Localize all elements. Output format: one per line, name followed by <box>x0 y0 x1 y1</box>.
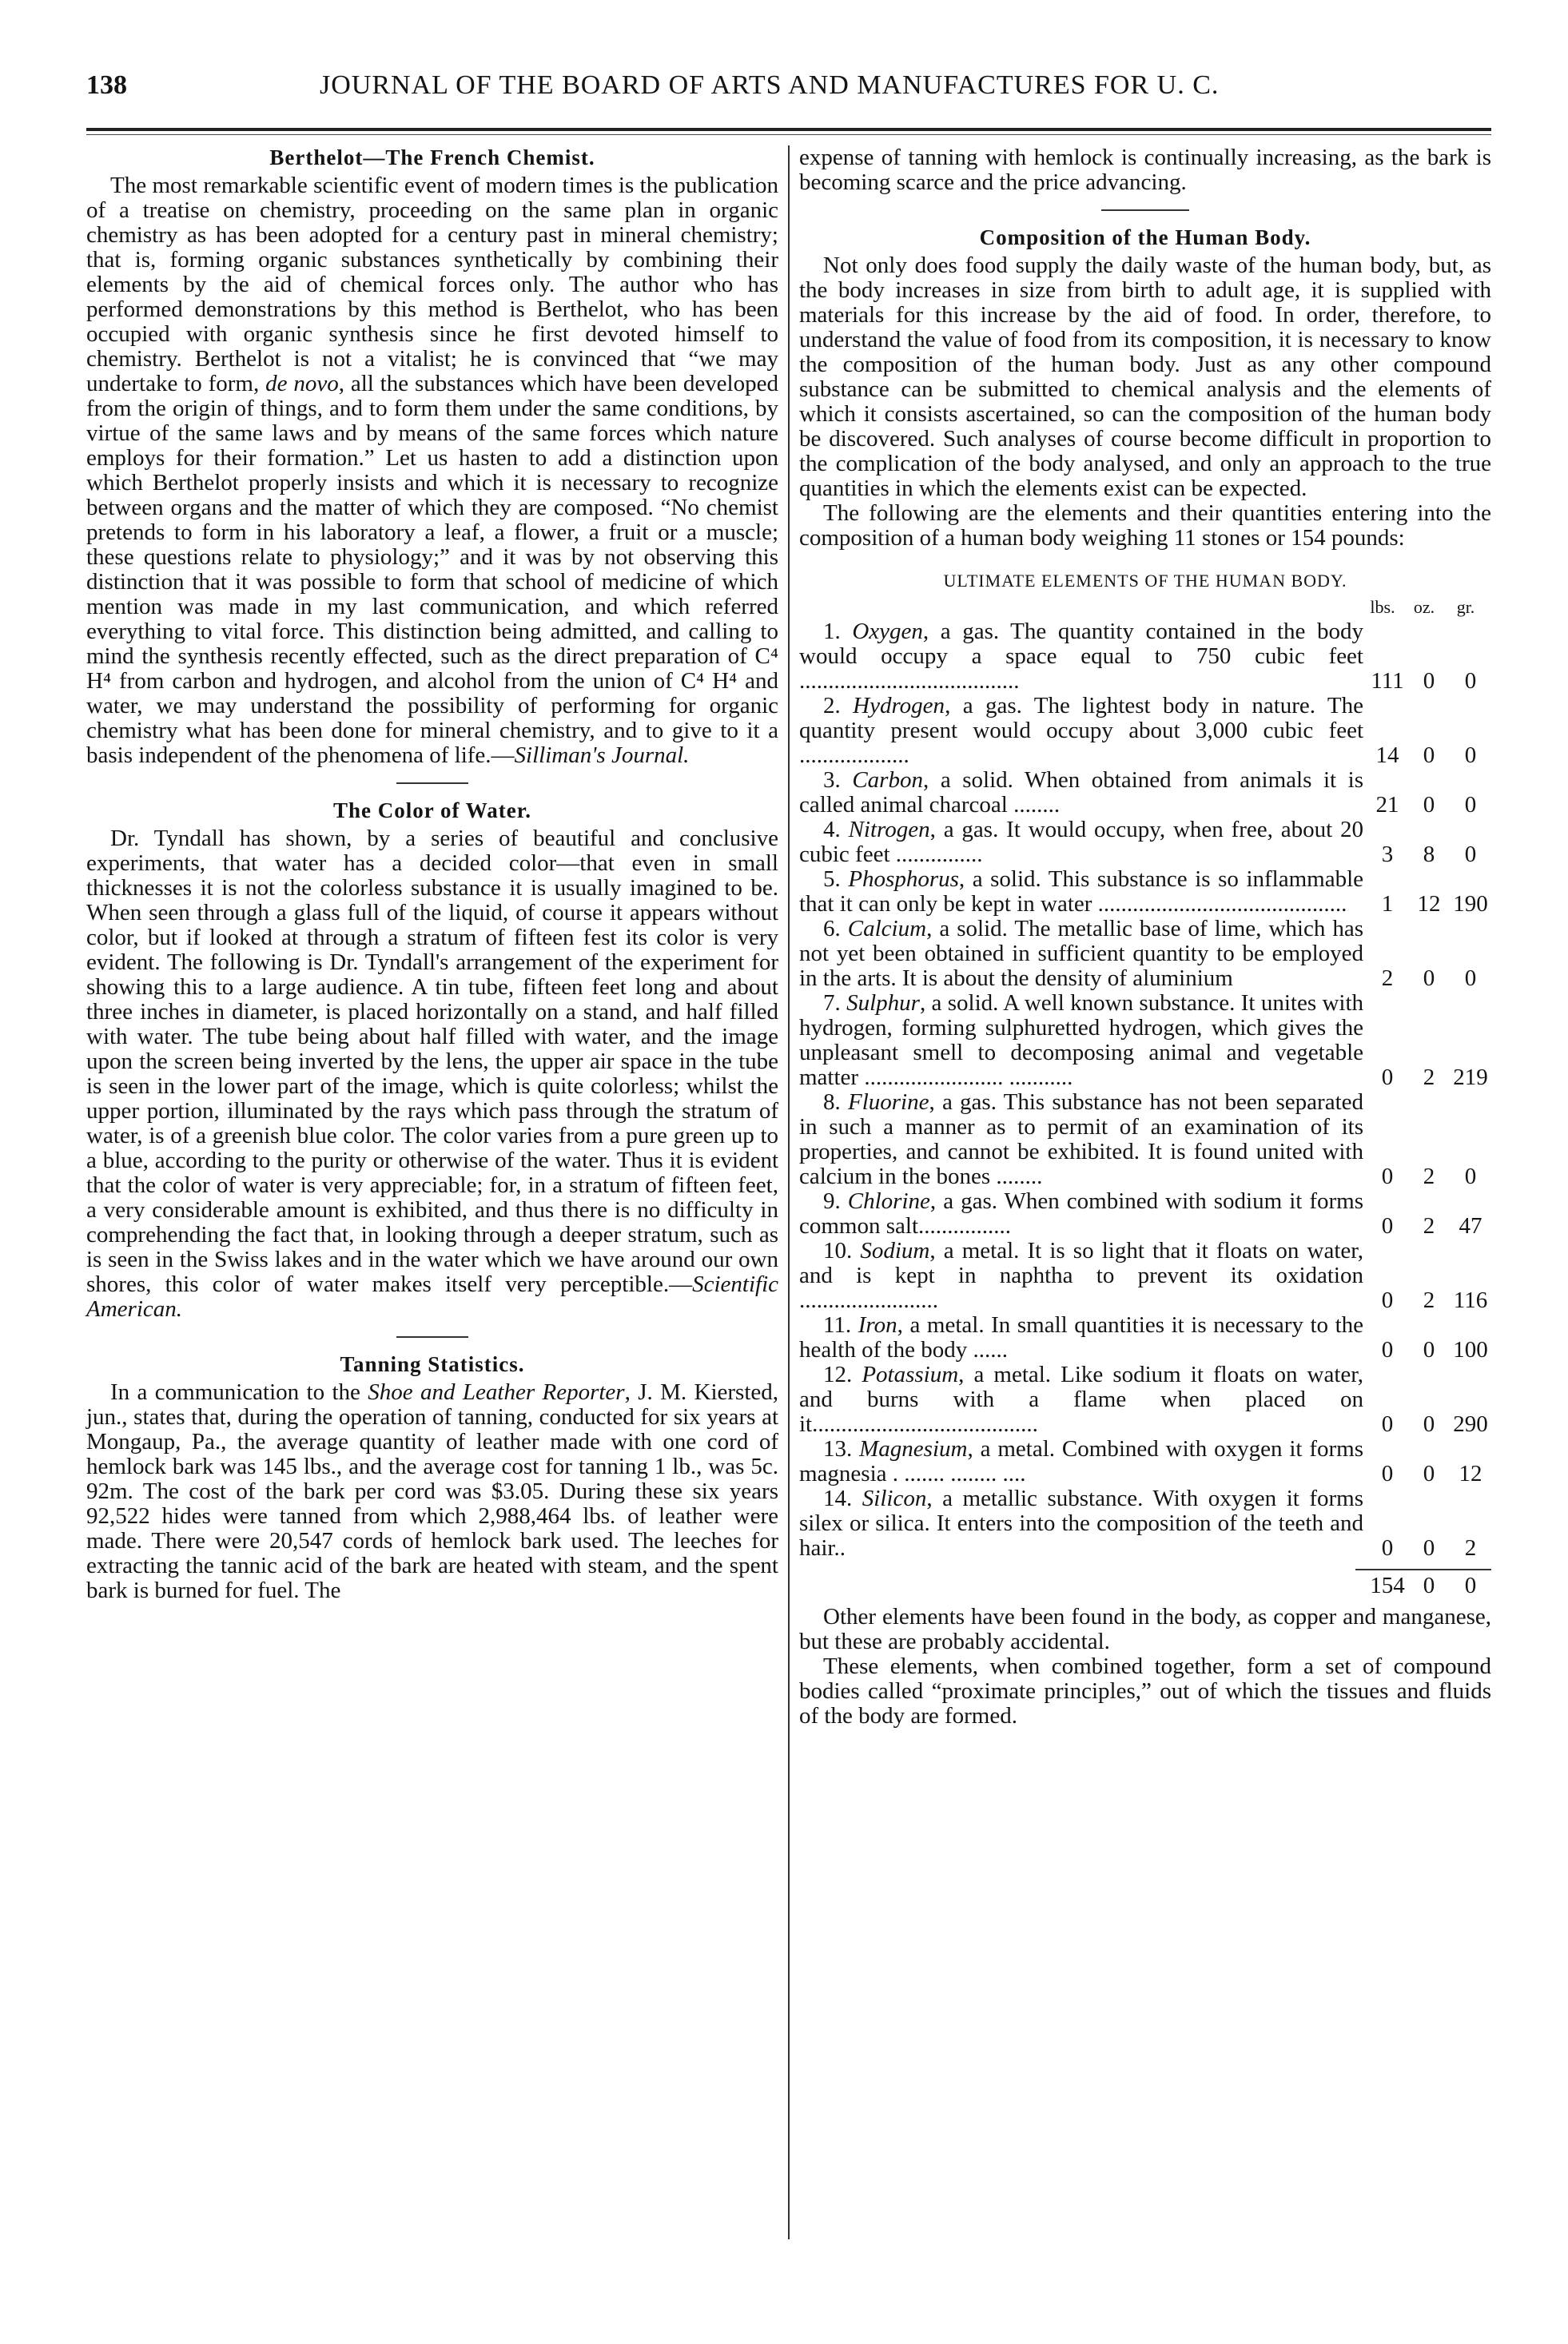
element-quantities <box>1363 1065 1491 1090</box>
element-quantities <box>1363 842 1491 867</box>
element-gr: 2 <box>1464 1535 1477 1561</box>
element-desc: , a gas. When combined with sodium it forms common salt................ <box>799 1188 1363 1239</box>
element-table <box>799 619 1491 1561</box>
element-lbs: 0 <box>1381 1411 1394 1437</box>
tanning-continuation: expense of tanning with hemlock is continually increasing, as the bark is becoming scarce and the price advancing. <box>799 145 1491 195</box>
element-name: Chlorine <box>847 1188 930 1214</box>
element-name: Oxygen <box>852 619 923 644</box>
element-description <box>799 818 1363 867</box>
table-units <box>799 595 1491 619</box>
element-oz: 0 <box>1423 668 1435 694</box>
table-title: ULTIMATE ELEMENTS OF THE HUMAN BODY. <box>943 571 1347 591</box>
table-row <box>799 1486 1491 1561</box>
element-quantities <box>1363 966 1491 991</box>
element-description <box>799 1239 1363 1313</box>
element-name: Calcium <box>847 916 927 941</box>
element-oz: 2 <box>1423 1287 1435 1313</box>
table-row <box>799 768 1491 818</box>
right-column <box>799 145 1491 1729</box>
element-gr: 290 <box>1453 1411 1488 1437</box>
unit-oz: oz. <box>1413 597 1435 617</box>
element-name: Silicon <box>862 1486 927 1511</box>
unit-lbs: lbs. <box>1370 597 1395 617</box>
element-oz: 8 <box>1423 842 1435 867</box>
element-name: Iron <box>858 1312 897 1338</box>
element-gr: 100 <box>1453 1337 1488 1363</box>
element-description <box>799 1189 1363 1239</box>
element-gr: 0 <box>1464 965 1477 991</box>
element-desc: , a solid. The metallic base of lime, which has not yet been obtained in sufficient quantity to be employed in the arts. It is about the density of aluminium <box>799 916 1364 991</box>
element-lbs: 3 <box>1381 842 1394 867</box>
article-separator <box>396 1336 468 1338</box>
after-paragraph-2: These elements, when combined together, form a set of compound bodies called “proximate principles,” out of which the tissues and fluids of the body are formed. <box>799 1654 1491 1729</box>
berthelot-text-a: The most remarkable scientific event of modern times is the publication of a treatise on chemistry, proceeding on the same plan in organic chemistry as has been adopted for a century past in mineral chemistry; that is, forming organic substances synthetically by combining their elements by the aid of chemical forces only. The author who has performed demonstrations by this method is Berthelot, who has been occupied with organic synthesis since he first devoted himself to chemistry. Berthelot is not a vitalist; he is convinced that “we may undertake to form, <box>86 173 778 396</box>
element-lbs: 0 <box>1381 1337 1394 1363</box>
element-desc: , a gas. The lightest body in nature. The quantity present would occupy about 3,000 cubic feet ................... <box>799 693 1364 768</box>
element-quantities <box>1363 892 1491 917</box>
table-row <box>799 694 1491 768</box>
composition-paragraph-1: Not only does food supply the daily waste of the human body, but, as the body increases in size from birth to adult age, it is supplied with materials for this increase by the aid of food. In order, therefore, to understand the value of food from its composition, it is necessary to know the composition of the human body. Just as any other compound substance can be submitted to chemical analysis and the elements of which it consists ascertained, so can the composition of the human body be discovered. Such analyses of course become difficult in proportion to the complication of the body analysed, and only an approach to the true quantities in which the elements exist can be expected. <box>799 253 1491 501</box>
element-gr: 0 <box>1464 842 1477 867</box>
element-desc: , a gas. This substance has not been separated in such a manner as to permit of an examination of its properties, and cannot be exhibited. It is found united with calcium in the bones ........ <box>799 1089 1364 1189</box>
element-number: 4. <box>823 817 841 842</box>
element-oz: 2 <box>1423 1213 1435 1239</box>
article-separator <box>1101 209 1189 211</box>
table-row <box>799 818 1491 867</box>
element-oz: 0 <box>1423 742 1435 768</box>
element-name: Phosphorus <box>848 866 959 892</box>
element-quantities <box>1363 743 1491 768</box>
table-row <box>799 1437 1491 1486</box>
element-desc: , a solid. This substance is so inflammable that it can only be kept in water ........................................... <box>799 866 1364 917</box>
berthelot-italic: de novo <box>265 371 339 396</box>
element-name: Fluorine <box>847 1089 929 1115</box>
water-paragraph <box>86 826 778 1322</box>
element-quantities <box>1363 1462 1491 1486</box>
element-desc: , a metal. It is so light that it floats on water, and is kept in naphtha to prevent its oxidation ........................ <box>799 1238 1363 1313</box>
element-lbs: 0 <box>1381 1535 1394 1561</box>
element-desc: , a metal. In small quantities it is necessary to the health of the body ...... <box>799 1312 1364 1363</box>
header-rule <box>86 128 1491 131</box>
element-gr: 116 <box>1453 1287 1488 1313</box>
element-lbs: 0 <box>1381 1287 1394 1313</box>
element-name: Carbon <box>852 767 923 793</box>
composition-paragraph-2: The following are the elements and their quantities entering into the composition of a human body weighing 11 stones or 154 pounds: <box>799 500 1491 551</box>
berthelot-text-b: , all the substances which have been developed from the origin of things, and to form them under the same conditions, by virtue of the same laws and by means of the same forces which nature employs for their formation.” Let us hasten to add a distinction upon which Berthelot properly insists and which it is necessary to recognize between organs and the matter of which they are composed. “No chemist pretends to form in his laboratory a leaf, a flower, a fruit or a muscle; these questions relate to physiology;” and it was by not observing this distinction that it was possible to form that school of medicine of which mention was made in my last communication, and which referred everything to vital force. This distinction being admitted, and calling to mind the synthesis recently effected, such as the direct preparation of C⁴ H⁴ from carbon and hydrogen, and alcohol from the union of C⁴ H⁴ and water, we may understand the possibility of performing for organic chemistry what has been done for mineral chemistry, and to give to it a basis independent of the phenomena of life.— <box>86 371 778 768</box>
table-row <box>799 1189 1491 1239</box>
element-gr: 190 <box>1453 891 1488 917</box>
element-quantities <box>1363 793 1491 818</box>
article-title-tanning: Tanning Statistics. <box>340 1352 525 1376</box>
element-name: Sulphur <box>846 990 920 1016</box>
element-number: 5. <box>823 866 841 892</box>
table-row <box>799 867 1491 917</box>
element-number: 6. <box>823 916 841 941</box>
element-lbs: 111 <box>1371 668 1404 694</box>
element-description <box>799 1313 1363 1363</box>
tanning-text-a: In a communication to the <box>110 1379 368 1405</box>
element-desc: , a gas. It would occupy, when free, about 20 cubic feet ............... <box>799 817 1364 867</box>
unit-gr: gr. <box>1456 597 1475 617</box>
running-title: JOURNAL OF THE BOARD OF ARTS AND MANUFACTURES FOR U. C. <box>320 70 1220 100</box>
element-oz: 0 <box>1423 1411 1435 1437</box>
element-description <box>799 1090 1363 1189</box>
element-desc: , a gas. The quantity contained in the body would occupy a space equal to 750 cubic feet ...................................... <box>799 619 1363 694</box>
page-number: 138 <box>86 70 127 100</box>
element-oz: 2 <box>1423 1065 1435 1090</box>
element-number: 14. <box>823 1486 853 1511</box>
element-quantities <box>1363 1214 1491 1239</box>
element-lbs: 2 <box>1381 965 1394 991</box>
element-gr: 0 <box>1464 742 1477 768</box>
element-lbs: 14 <box>1375 742 1399 768</box>
element-number: 10. <box>823 1238 853 1264</box>
element-description <box>799 694 1363 768</box>
element-description <box>799 768 1363 818</box>
element-gr: 0 <box>1464 668 1477 694</box>
table-row <box>799 1239 1491 1313</box>
element-oz: 12 <box>1417 891 1441 917</box>
element-oz: 0 <box>1423 965 1435 991</box>
table-row <box>799 1313 1491 1363</box>
header-rule-thin <box>86 134 1491 135</box>
element-description <box>799 917 1363 991</box>
element-name: Magnesium <box>859 1436 968 1462</box>
berthelot-source: Silliman's Journal. <box>514 742 690 768</box>
tanning-italic: Shoe and Leather Reporter <box>368 1379 625 1405</box>
element-number: 12. <box>823 1362 853 1387</box>
element-number: 3. <box>823 767 841 793</box>
element-description <box>799 1486 1363 1561</box>
element-oz: 0 <box>1423 1535 1435 1561</box>
article-title-berthelot: Berthelot—The French Chemist. <box>269 145 595 169</box>
element-description <box>799 991 1363 1090</box>
element-quantities <box>1363 1536 1491 1561</box>
total-oz: 0 <box>1423 1573 1435 1598</box>
total-lbs: 154 <box>1370 1573 1405 1598</box>
total-gr: 0 <box>1464 1573 1477 1598</box>
table-row <box>799 619 1491 694</box>
element-name: Hydrogen <box>853 693 945 718</box>
element-name: Sodium <box>860 1238 930 1264</box>
element-description <box>799 619 1363 694</box>
element-desc: , a metal. Like sodium it floats on water, and burns with a flame when placed on it....................................... <box>799 1362 1363 1437</box>
water-text: Dr. Tyndall has shown, by a series of beautiful and conclusive experiments, that water has a decided color—that even in small thicknesses it is not the colorless substance it is usually imagined to be. When seen through a glass full of the liquid, of course it appears without color, but if looked at through a stratum of fifteen fest its color is very evident. The following is Dr. Tyndall's arrangement of the experiment for showing this to a large audience. A tin tube, fifteen feet long and about three inches in diameter, is placed horizontally on a stand, and half filled with water. The tube being about half filled with water, and the image upon the screen being inverted by the lens, the upper air space in the tube is seen in the lower part of the image, which is quite colorless; whilst the upper portion, illuminated by the rays which pass through the stratum of water, is of a greenish blue color. The color varies from a pure green up to a blue, according to the purity or otherwise of the water. Thus it is evident that the color of water is very appreciable; for, in a stratum of fifteen feet, a very considerable amount is exhibited, and thus there is no difficulty in comprehending the fact that, in looking through a deeper stratum, such as is seen in the Swiss lakes and in the water which we have around our own shores, this color of water makes itself very perceptible.— <box>86 826 778 1297</box>
table-row <box>799 1363 1491 1437</box>
element-lbs: 0 <box>1381 1213 1394 1239</box>
page-header <box>0 67 1568 115</box>
element-description <box>799 1437 1363 1486</box>
element-gr: 0 <box>1464 1164 1477 1189</box>
element-quantities <box>1363 1164 1491 1189</box>
article-separator <box>396 782 468 784</box>
tanning-paragraph <box>86 1380 778 1603</box>
element-quantities <box>1363 1338 1491 1363</box>
table-row <box>799 917 1491 991</box>
water-source: Scientific American. <box>86 1271 778 1322</box>
element-desc: , a solid. A well known substance. It unites with hydrogen, forming sulphuretted hydrogen, which gives the unpleasant smell to decomposing animal and vegetable matter ........................ ........... <box>799 990 1364 1090</box>
element-number: 8. <box>823 1089 841 1115</box>
element-oz: 0 <box>1423 1337 1435 1363</box>
element-lbs: 0 <box>1381 1461 1394 1486</box>
table-total <box>799 1570 1491 1605</box>
element-lbs: 0 <box>1381 1164 1394 1189</box>
element-name: Nitrogen <box>848 817 930 842</box>
element-quantities <box>1363 1412 1491 1437</box>
element-gr: 47 <box>1459 1213 1482 1239</box>
left-column <box>86 145 778 1603</box>
element-lbs: 21 <box>1375 792 1399 818</box>
element-oz: 0 <box>1423 1461 1435 1486</box>
element-number: 1. <box>823 619 841 644</box>
element-number: 9. <box>823 1188 841 1214</box>
element-number: 11. <box>823 1312 852 1338</box>
element-number: 2. <box>823 693 841 718</box>
element-name: Potassium <box>862 1362 959 1387</box>
element-gr: 0 <box>1464 792 1477 818</box>
element-lbs: 1 <box>1381 891 1394 917</box>
table-row <box>799 991 1491 1090</box>
element-desc: , a metal. Combined with oxygen it forms magnesia . ....... ........ .... <box>799 1436 1363 1486</box>
element-lbs: 0 <box>1381 1065 1394 1090</box>
column-divider <box>788 145 790 2239</box>
element-number: 13. <box>823 1436 853 1462</box>
article-title-water: The Color of Water. <box>333 798 531 822</box>
element-oz: 2 <box>1423 1164 1435 1189</box>
element-oz: 0 <box>1423 792 1435 818</box>
after-paragraph-1: Other elements have been found in the body, as copper and manganese, but these are probably accidental. <box>799 1604 1491 1654</box>
element-quantities <box>1363 1288 1491 1313</box>
element-gr: 12 <box>1459 1461 1482 1486</box>
berthelot-paragraph <box>86 173 778 768</box>
element-description <box>799 1363 1363 1437</box>
element-number: 7. <box>823 990 841 1016</box>
element-desc: , a solid. When obtained from animals it is called animal charcoal ........ <box>799 767 1364 818</box>
element-desc: , a metallic substance. With oxygen it forms silex or silica. It enters into the composition of the teeth and hair.. <box>799 1486 1363 1561</box>
article-title-composition: Composition of the Human Body. <box>979 225 1311 249</box>
tanning-text-b: , J. M. Kiersted, jun., states that, during the operation of tanning, conducted for six years at Mongaup, Pa., the average quantity of leather made with one cord of hemlock bark was 145 lbs., and the average cost for tanning 1 lb., was 5c. 92m. The cost of the bark per cord was $3.05. During these six years 92,522 hides were tanned from which 2,988,464 lbs. of leather were made. There were 20,547 cords of hemlock bark used. The leeches for extracting the tannic acid of the bark are heated with steam, and the spent bark is burned for fuel. The <box>86 1379 779 1603</box>
element-quantities <box>1363 669 1491 694</box>
table-row <box>799 1090 1491 1189</box>
element-description <box>799 867 1363 917</box>
element-gr: 219 <box>1453 1065 1488 1090</box>
